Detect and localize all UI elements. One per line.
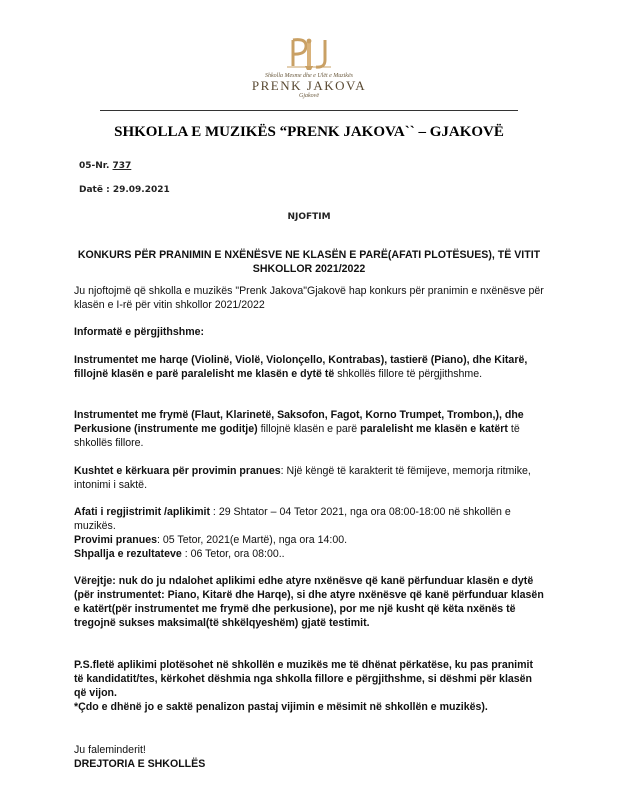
wind-instruments-mid: fillojnë klasën e parë bbox=[257, 423, 361, 435]
wind-instruments-rest: të shkollës fillore. bbox=[74, 423, 520, 449]
signature-text: DREJTORIA E SHKOLLËS bbox=[74, 758, 206, 770]
exam-text: : 05 Tetor, 2021(e Martë), nga ora 14:00. bbox=[157, 534, 348, 546]
registration-label: Afati i regjistrimit /aplikimit bbox=[74, 506, 210, 518]
reference-value: 737 bbox=[112, 161, 132, 171]
results-text: : 06 Tetor, ora 08:00.. bbox=[181, 548, 285, 560]
logo-school-name: PRENK JAKOVA bbox=[251, 78, 367, 93]
school-title: SHKOLLA E MUZIKËS “PRENK JAKOVA`` – GJAKOVË bbox=[114, 124, 504, 140]
requirements-paragraph bbox=[74, 464, 544, 492]
competition-title: KONKURS PËR PRANIMIN E NXËNËSVE NE KLASËN E PARË(AFATI PLOTËSUES), TË VITIT SHKOLLOR 2021/2022 bbox=[77, 249, 541, 275]
header-divider bbox=[100, 110, 518, 111]
exam-label: Provimi pranues bbox=[74, 534, 158, 546]
string-instruments-bold: Instrumentet me harqe (Violinë, Violë, Violonçello, Kontrabas), tastierë (Piano), dhe Kitarë, fillojnë klasën e parë paralelisht me klasën e dytë të bbox=[74, 354, 528, 380]
requirements-text: : Një këngë të karakterit të fëmijeve, memorja ritmike, intonimi i saktë. bbox=[74, 465, 531, 491]
wind-instruments-bold-2: paralelisht me klasën e katërt bbox=[360, 423, 508, 435]
string-instruments-paragraph bbox=[74, 353, 544, 381]
logo-emblem-icon bbox=[279, 36, 339, 72]
results-announcement bbox=[74, 547, 544, 561]
note-paragraph: Vërejtje: nuk do ju ndalohet aplikimi edhe atyre nxënësve që kanë përfunduar klasën e dytë (për instrumentet: Piano, Kitarë dhe Harqe), si dhe atyre nxënësve që kanë përfunduar klasën e katërt(për instrumentet me frymë dhe perkusione), por me një kusht që këta nxënës të tregojnë sukses maksimal(të shkëlqyeshëm) gjatë testimit. bbox=[74, 575, 544, 629]
registration-deadline bbox=[74, 505, 544, 533]
logo-tagline: Shkolla Mesme dhe e Ulët e Muzikës bbox=[265, 73, 353, 79]
results-label: Shpallja e rezultateve bbox=[74, 548, 182, 560]
school-logo bbox=[0, 36, 618, 100]
reference-label: 05-Nr. bbox=[79, 161, 110, 171]
intro-paragraph: Ju njoftojmë që shkolla e muzikës "Prenk Jakova"Gjakovë hap konkurs për pranimin e nxënësve për klasën e I-rë për vitin shkollor 2021/2022 bbox=[74, 285, 544, 311]
string-instruments-rest: shkollës fillore të përgjithshme. bbox=[334, 368, 483, 380]
closing-text: Ju faleminderit! bbox=[74, 744, 146, 756]
notice-heading: NJOFTIM bbox=[287, 212, 331, 222]
info-heading: Informatë e përgjithshme: bbox=[74, 326, 205, 338]
logo-city: Gjakovë bbox=[299, 93, 319, 99]
entrance-exam bbox=[74, 533, 544, 547]
wind-instruments-bold: Instrumentet me frymë (Flaut, Klarinetë, Saksofon, Fagot, Korno Trumpet, Trombon,), dhe Perkusione (instrumente me goditje) bbox=[74, 409, 524, 435]
wind-instruments-paragraph bbox=[74, 408, 544, 450]
reference-number bbox=[79, 161, 131, 171]
schedule-block bbox=[74, 505, 544, 561]
requirements-label: Kushtet e kërkuara për provimin pranues bbox=[74, 465, 281, 477]
document-date: Datë : 29.09.2021 bbox=[79, 185, 170, 195]
postscript-block bbox=[74, 658, 544, 714]
warning-paragraph: *Çdo e dhënë jo e saktë penalizon pastaj vijimin e mësimit në shkollën e muzikës). bbox=[74, 701, 488, 713]
postscript-paragraph: P.S.fletë aplikimi plotësohet në shkollën e muzikës me të dhënat përkatëse, ku pas pranimit të kandidatit/tes, kërkohet dëshmia nga shkolla fillore e përgjithshme, si dëshmi për klasën që vijon. bbox=[74, 659, 534, 699]
registration-text: : 29 Shtator – 04 Tetor 2021, nga ora 08:00-18:00 në shkollën e muzikës. bbox=[74, 506, 511, 532]
